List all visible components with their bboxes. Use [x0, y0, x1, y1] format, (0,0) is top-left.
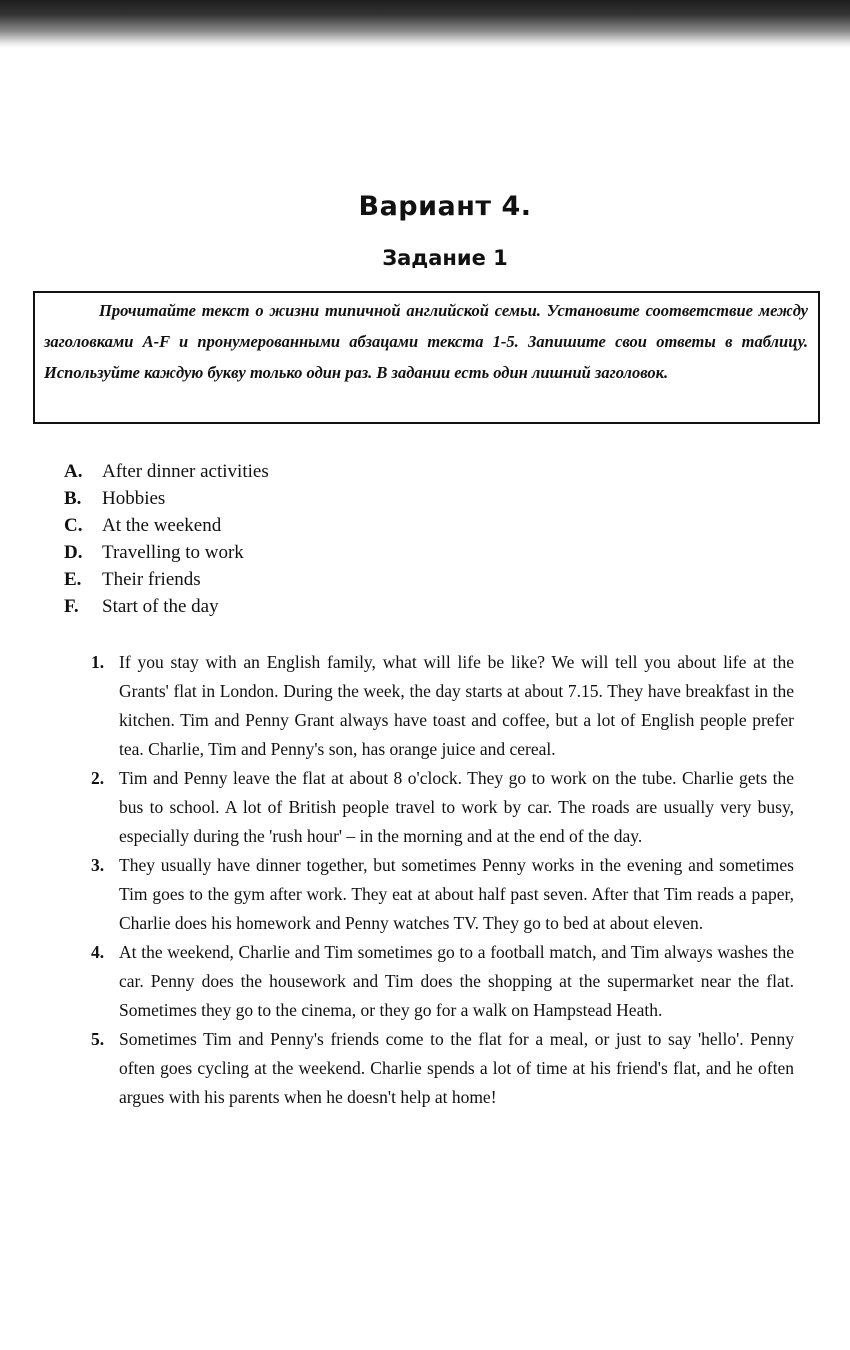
heading-item: [64, 512, 464, 539]
variant-title: Вариант 4.: [358, 191, 532, 222]
heading-text: After dinner activities: [102, 461, 269, 482]
text-paragraph: [91, 851, 794, 938]
paragraph-text: They usually have dinner together, but sometimes Penny works in the evening and sometimes Tim goes to the gym after work. They eat at about half past seven. After that Tim reads a paper, Charlie does his homework and Penny watches TV. They go to bed at about eleven.: [119, 855, 794, 933]
paragraph-number: 4.: [91, 942, 105, 962]
paragraph-text: Tim and Penny leave the flat at about 8 o'clock. They go to work on the tube. Charlie gets the bus to school. A lot of British people travel to work by car. The roads are usually very busy, especially during the 'rush hour' – in the morning and at the end of the day.: [119, 768, 794, 846]
instruction-box: [33, 291, 820, 424]
text-paragraph: [91, 764, 794, 851]
paragraph-number: 2.: [91, 768, 105, 788]
paragraph-text: At the weekend, Charlie and Tim sometimes go to a football match, and Tim always washes the car. Penny does the housework and Tim does the shopping at the supermarket near the flat. Sometimes they go to the cinema, or they go for a walk on Hampstead Heath.: [119, 942, 794, 1020]
text-paragraph: [91, 1025, 794, 1112]
heading-letter: A.: [64, 461, 83, 482]
heading-item: [64, 539, 464, 566]
heading-letter: C.: [64, 515, 83, 536]
headings-list: [64, 458, 464, 620]
paragraph-number: 3.: [91, 855, 105, 875]
task-title: Задание 1: [382, 246, 508, 270]
heading-item: [64, 593, 464, 620]
instruction-text: Прочитайте текст о жизни типичной английской семьи. Установите соответствие между заголовками A-F и пронумерованными абзацами текста 1-5. Запишите свои ответы в таблицу. Используйте каждую букву только один раз. В задании есть один лишний заголовок.: [44, 301, 808, 382]
text-paragraph: [91, 938, 794, 1025]
heading-item: [64, 485, 464, 512]
paragraph-text: Sometimes Tim and Penny's friends come to the flat for a meal, or just to say 'hello'. Penny often goes cycling at the weekend. Charlie spends a lot of time at his friend's flat, and he often argues with his parents when he doesn't help at home!: [119, 1029, 794, 1107]
heading-item: [64, 566, 464, 593]
paragraph-number: 1.: [91, 652, 105, 672]
heading-letter: B.: [64, 488, 82, 509]
heading-letter: D.: [64, 542, 83, 563]
heading-text: Hobbies: [102, 488, 166, 509]
paragraphs-list: [91, 648, 794, 1112]
heading-text: Start of the day: [102, 596, 219, 617]
heading-letter: E.: [64, 569, 82, 590]
paragraph-text: If you stay with an English family, what will life be like? We will tell you about life at the Grants' flat in London. During the week, the day starts at about 7.15. They have breakfast in the kitchen. Tim and Penny Grant always have toast and coffee, but a lot of English people prefer tea. Charlie, Tim and Penny's son, has orange juice and cereal.: [119, 652, 794, 759]
text-paragraph: [91, 648, 794, 764]
heading-text: Travelling to work: [102, 542, 244, 563]
top-status-bar: [0, 0, 850, 48]
paragraph-number: 5.: [91, 1029, 105, 1049]
heading-letter: F.: [64, 596, 79, 617]
heading-item: [64, 458, 464, 485]
heading-text: Their friends: [102, 569, 201, 590]
heading-text: At the weekend: [102, 515, 222, 536]
